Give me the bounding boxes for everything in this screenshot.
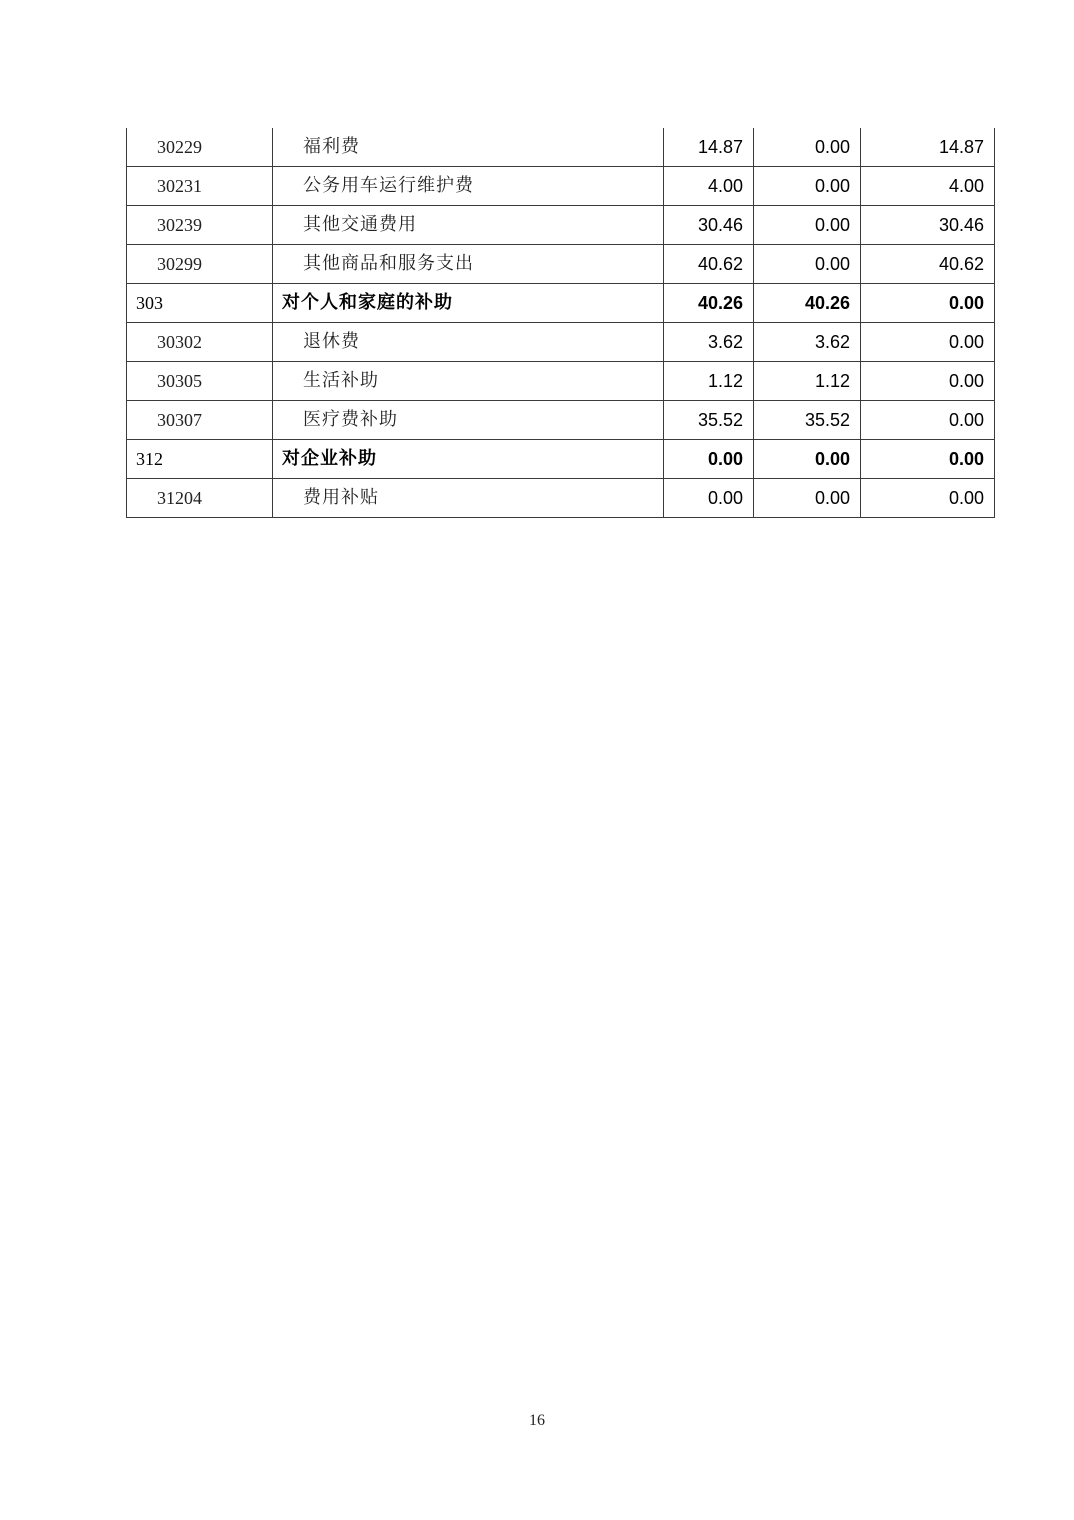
amount-total-cell: 40.62 bbox=[664, 245, 754, 284]
amount-total-cell: 3.62 bbox=[664, 323, 754, 362]
table-row bbox=[127, 323, 995, 362]
item-code-cell: 30239 bbox=[127, 206, 273, 245]
item-code-cell: 30307 bbox=[127, 401, 273, 440]
table-row bbox=[127, 128, 995, 167]
item-name-cell: 其他交通费用 bbox=[273, 206, 664, 245]
group-name-cell: 对企业补助 bbox=[273, 440, 664, 479]
item-code-cell: 31204 bbox=[127, 479, 273, 518]
table-row bbox=[127, 167, 995, 206]
table-row bbox=[127, 479, 995, 518]
amount-total-cell: 0.00 bbox=[664, 479, 754, 518]
item-name-cell: 费用补贴 bbox=[273, 479, 664, 518]
amount-col3-cell: 40.62 bbox=[861, 245, 995, 284]
amount-col3-cell: 0.00 bbox=[861, 401, 995, 440]
amount-col3-cell: 14.87 bbox=[861, 128, 995, 167]
amount-col2-cell: 40.26 bbox=[754, 284, 861, 323]
amount-total-cell: 4.00 bbox=[664, 167, 754, 206]
item-code-cell: 30229 bbox=[127, 128, 273, 167]
amount-col3-cell: 0.00 bbox=[861, 323, 995, 362]
amount-col2-cell: 0.00 bbox=[754, 440, 861, 479]
item-name-cell: 其他商品和服务支出 bbox=[273, 245, 664, 284]
item-code-cell: 30302 bbox=[127, 323, 273, 362]
item-code-cell: 30305 bbox=[127, 362, 273, 401]
amount-col3-cell: 0.00 bbox=[861, 440, 995, 479]
table-row bbox=[127, 245, 995, 284]
group-code-cell: 303 bbox=[127, 284, 273, 323]
item-name-cell: 生活补助 bbox=[273, 362, 664, 401]
amount-col3-cell: 0.00 bbox=[861, 479, 995, 518]
amount-col2-cell: 35.52 bbox=[754, 401, 861, 440]
table-group-row bbox=[127, 284, 995, 323]
item-name-cell: 退休费 bbox=[273, 323, 664, 362]
amount-col3-cell: 30.46 bbox=[861, 206, 995, 245]
amount-col2-cell: 0.00 bbox=[754, 206, 861, 245]
table-row bbox=[127, 206, 995, 245]
amount-total-cell: 14.87 bbox=[664, 128, 754, 167]
item-name-cell: 公务用车运行维护费 bbox=[273, 167, 664, 206]
group-code-cell: 312 bbox=[127, 440, 273, 479]
amount-col2-cell: 0.00 bbox=[754, 167, 861, 206]
amount-total-cell: 1.12 bbox=[664, 362, 754, 401]
amount-total-cell: 40.26 bbox=[664, 284, 754, 323]
amount-col3-cell: 0.00 bbox=[861, 284, 995, 323]
amount-col2-cell: 1.12 bbox=[754, 362, 861, 401]
item-name-cell: 医疗费补助 bbox=[273, 401, 664, 440]
table-row bbox=[127, 401, 995, 440]
amount-col2-cell: 3.62 bbox=[754, 323, 861, 362]
amount-col3-cell: 0.00 bbox=[861, 362, 995, 401]
amount-col2-cell: 0.00 bbox=[754, 479, 861, 518]
group-name-cell: 对个人和家庭的补助 bbox=[273, 284, 664, 323]
amount-col2-cell: 0.00 bbox=[754, 128, 861, 167]
amount-col2-cell: 0.00 bbox=[754, 245, 861, 284]
table-group-row bbox=[127, 440, 995, 479]
amount-total-cell: 30.46 bbox=[664, 206, 754, 245]
amount-total-cell: 35.52 bbox=[664, 401, 754, 440]
item-name-cell: 福利费 bbox=[273, 128, 664, 167]
page-number: 16 bbox=[529, 1412, 545, 1429]
budget-table-body bbox=[127, 128, 995, 518]
amount-total-cell: 0.00 bbox=[664, 440, 754, 479]
budget-table bbox=[126, 128, 995, 518]
table-row bbox=[127, 362, 995, 401]
item-code-cell: 30299 bbox=[127, 245, 273, 284]
item-code-cell: 30231 bbox=[127, 167, 273, 206]
amount-col3-cell: 4.00 bbox=[861, 167, 995, 206]
